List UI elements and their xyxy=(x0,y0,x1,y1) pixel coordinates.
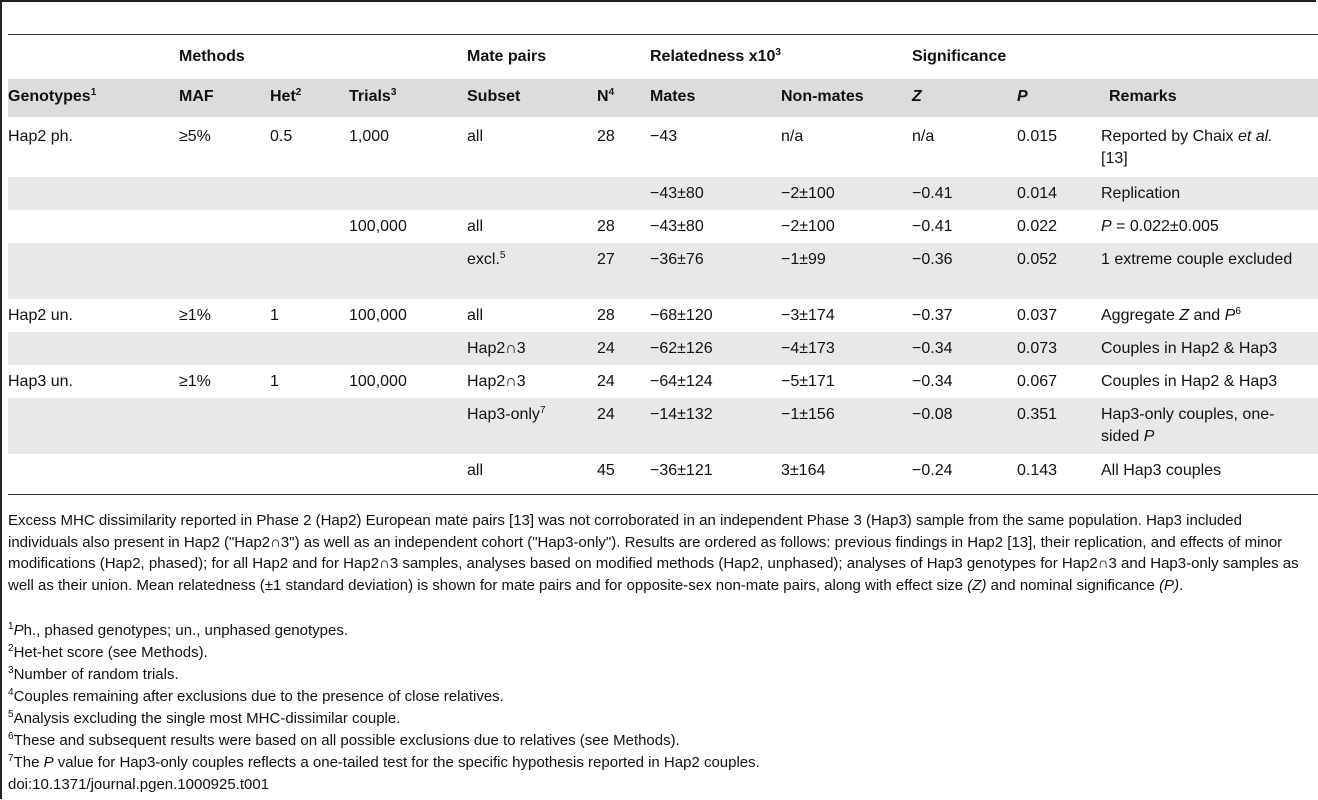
cell-remarks: Couples in Hap2 & Hap3 xyxy=(1101,373,1278,390)
cell-subset: all xyxy=(467,128,484,145)
cell-mates: −43 xyxy=(650,128,678,145)
cell-het: 1 xyxy=(270,307,279,324)
group-significance: Significance xyxy=(912,48,1007,65)
cell-z: −0.41 xyxy=(912,185,953,202)
cell-n: 28 xyxy=(597,128,615,145)
cell-p: 0.037 xyxy=(1017,307,1058,324)
group-methods: Methods xyxy=(179,48,245,65)
cell-genotypes: Hap3 un. xyxy=(8,373,73,390)
cell-subset: all xyxy=(467,218,484,235)
cell-mates: −43±80 xyxy=(650,185,704,202)
cell-remarks: P = 0.022±0.005 xyxy=(1101,218,1219,235)
cell-n: 28 xyxy=(597,307,615,324)
cell-p: 0.073 xyxy=(1017,340,1058,357)
table-row xyxy=(8,243,1318,299)
col-n: $N^4$ xyxy=(597,87,615,105)
cell-mates: −64±124 xyxy=(650,373,713,390)
footnote-item: $^4$Couples remaining after exclusions due to the presence of close relatives. xyxy=(8,687,504,705)
cell-trials: 100,000 xyxy=(349,307,407,324)
col-subset: Subset xyxy=(467,88,521,105)
cell-z: −0.24 xyxy=(912,462,953,479)
cell-maf: ≥1% xyxy=(179,307,211,324)
cell-maf: ≥5% xyxy=(179,128,211,145)
cell-nonmates: −2±100 xyxy=(781,218,835,235)
col-nonmates: Non-mates xyxy=(781,88,864,105)
cell-genotypes: Hap2 ph. xyxy=(8,128,73,145)
cell-n: 27 xyxy=(597,251,615,268)
footnote-item: $^7$The P value for Hap3-only couples reflects a one-tailed test for the specific hypothesis reported in Hap2 couples. xyxy=(8,753,760,771)
cell-n: 24 xyxy=(597,373,615,390)
cell-remarks: Aggregate Z and $P^6$ xyxy=(1101,306,1241,324)
cell-mates: −43±80 xyxy=(650,218,704,235)
footnote-item: $^1$Ph., phased genotypes; un., unphased genotypes. xyxy=(8,621,348,639)
cell-remarks: 1 extreme couple excluded xyxy=(1101,251,1293,268)
cell-z: n/a xyxy=(912,128,935,145)
table-row xyxy=(8,177,1318,210)
table-row xyxy=(8,454,1318,488)
col-het: Het$^2$ xyxy=(270,87,302,105)
cell-remarks: Reported by Chaix et al. [13] xyxy=(1101,128,1273,167)
footnote-item: $^3$Number of random trials. xyxy=(8,665,179,683)
cell-z: −0.34 xyxy=(912,340,953,357)
cell-subset: Hap2∩3 xyxy=(467,373,526,390)
cell-n: 24 xyxy=(597,406,615,423)
col-p: P xyxy=(1017,88,1028,105)
cell-nonmates: −1±156 xyxy=(781,406,835,423)
cell-z: −0.37 xyxy=(912,307,953,324)
cell-subset: Hap2∩3 xyxy=(467,340,526,357)
footnote-item: $^5$Analysis excluding the single most MHC-dissimilar couple. xyxy=(8,709,401,727)
cell-mates: −68±120 xyxy=(650,307,713,324)
cell-nonmates: −4±173 xyxy=(781,340,835,357)
cell-trials: 1,000 xyxy=(349,128,390,145)
cell-nonmates: −1±99 xyxy=(781,251,826,268)
bottom-rule xyxy=(8,494,1318,495)
cell-remarks: All Hap3 couples xyxy=(1101,462,1222,479)
cell-n: 24 xyxy=(597,340,615,357)
cell-p: 0.351 xyxy=(1017,406,1058,423)
cell-trials: 100,000 xyxy=(349,373,407,390)
cell-mates: −62±126 xyxy=(650,340,713,357)
cell-p: 0.022 xyxy=(1017,218,1058,235)
table-row xyxy=(8,299,1318,332)
cell-nonmates: n/a xyxy=(781,128,804,145)
cell-trials: 100,000 xyxy=(349,218,407,235)
cell-p: 0.052 xyxy=(1017,251,1058,268)
cell-p: 0.143 xyxy=(1017,462,1058,479)
cell-z: −0.36 xyxy=(912,251,953,268)
cell-n: 45 xyxy=(597,462,615,479)
cell-subset: excl.$^5$ xyxy=(467,250,506,268)
table-caption xyxy=(8,510,1314,596)
cell-nonmates: −2±100 xyxy=(781,185,835,202)
group-relatedness: Relatedness $x10^3$ xyxy=(650,47,781,65)
doi: doi:10.1371/journal.pgen.1000925.t001 xyxy=(8,776,270,793)
cell-nonmates: −3±174 xyxy=(781,307,835,324)
col-mates: Mates xyxy=(650,88,696,105)
cell-nonmates: −5±171 xyxy=(781,373,835,390)
col-z: Z xyxy=(912,88,922,105)
cell-z: −0.41 xyxy=(912,218,953,235)
col-genotypes: Genotypes$^1$ xyxy=(8,87,97,105)
cell-mates: −14±132 xyxy=(650,406,713,423)
cell-z: −0.34 xyxy=(912,373,953,390)
cell-remarks: Replication xyxy=(1101,185,1181,202)
cell-n: 28 xyxy=(597,218,615,235)
cell-z: −0.08 xyxy=(912,406,953,423)
table-row xyxy=(8,210,1318,243)
group-mate-pairs: Mate pairs xyxy=(467,48,547,65)
cell-genotypes: Hap2 un. xyxy=(8,307,73,324)
cell-maf: ≥1% xyxy=(179,373,211,390)
top-rule xyxy=(8,34,1318,35)
col-trials: Trials$^3$ xyxy=(349,87,397,105)
cell-p: 0.067 xyxy=(1017,373,1058,390)
cell-het: 1 xyxy=(270,373,279,390)
table-row xyxy=(8,398,1318,454)
cell-p: 0.015 xyxy=(1017,128,1058,145)
col-maf: MAF xyxy=(179,88,214,105)
footnote-item: $^2$Het-het score (see Methods). xyxy=(8,643,208,661)
cell-remarks: Couples in Hap2 & Hap3 xyxy=(1101,340,1278,357)
table-row xyxy=(8,332,1318,365)
footnote-item: $^6$These and subsequent results were based on all possible exclusions due to relatives (see Methods). xyxy=(8,731,680,749)
caption-text: Excess MHC dissimilarity reported in Phase 2 (Hap2) European mate pairs [13] was not corroborated in an independent Phase 3 (Hap3) sample from the same population. Hap3 included individuals also present in Hap2 ("Hap2∩3") as well as an independent cohort ("Hap3-only"). Results are ordered as follows: previous findings in Hap2 [13], their replication, and effects of minor modifications (Hap2, phased); for all Hap2 and for Hap2∩3 samples, analyses based on modified methods (Hap2, unphased); analyses of Hap3 genotypes for Hap2∩3 and Hap3-only samples as well as their union. Mean relatedness (±1 standard deviation) is shown for mate pairs and for opposite-sex non-mate pairs, along with effect size (Z) and nominal significance (P). xyxy=(8,512,1299,594)
table-row xyxy=(8,365,1318,398)
col-remarks: Remarks xyxy=(1109,88,1177,105)
cell-nonmates: 3±164 xyxy=(781,462,826,479)
cell-remarks: Hap3-only couples, one-sided P xyxy=(1101,406,1275,445)
cell-het: 0.5 xyxy=(270,128,293,145)
cell-mates: −36±76 xyxy=(650,251,704,268)
cell-mates: −36±121 xyxy=(650,462,713,479)
cell-subset: all xyxy=(467,307,484,324)
cell-subset: Hap3-only$^7$ xyxy=(467,405,546,423)
cell-subset: all xyxy=(467,462,484,479)
cell-p: 0.014 xyxy=(1017,185,1058,202)
table-row xyxy=(8,120,1318,177)
